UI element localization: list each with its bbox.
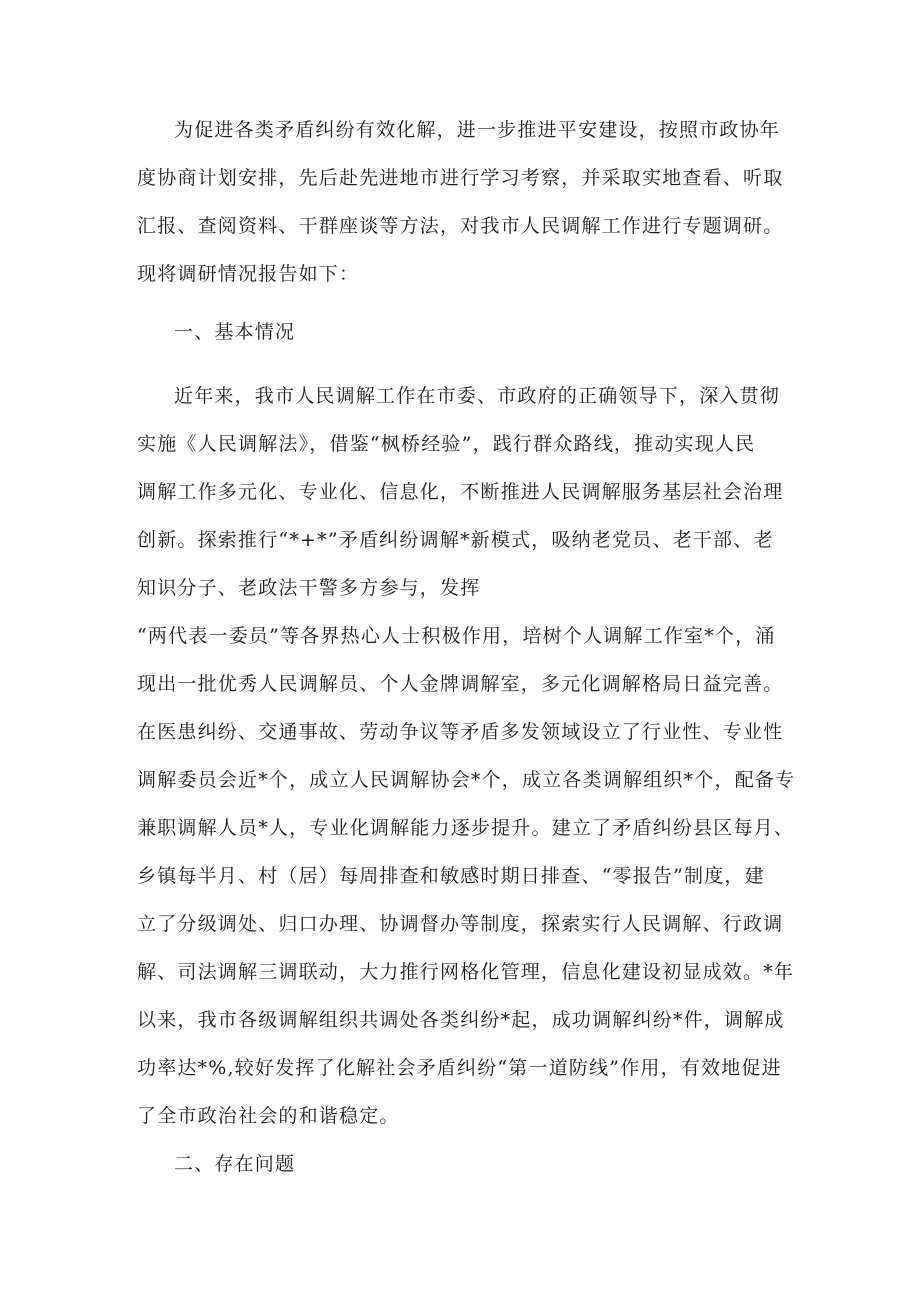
intro-line: 度协商计划安排，先后赴先进地市进行学习考察，并采取实地查看、听取 bbox=[137, 167, 784, 189]
body-line: 现出一批优秀人民调解员、个人金牌调解室，多元化调解格局日益完善。 bbox=[137, 673, 784, 695]
body-line: 创新。探索推行“*+*”矛盾纠纷调解*新模式，吸纳老党员、老干部、老 bbox=[137, 529, 774, 551]
body-line: 实施《人民调解法》，借鉴“枫桥经验”，践行群众路线，推动实现人民 bbox=[137, 433, 756, 455]
body-line: 以来，我市各级调解组织共调处各类纠纷*起，成功调解纠纷*件，调解成 bbox=[137, 1009, 785, 1031]
intro-line: 为促进各类矛盾纠纷有效化解，进一步推进平安建设，按照市政协年 bbox=[174, 119, 781, 141]
section-heading: 一、基本情况 bbox=[174, 321, 296, 343]
body-line: 调解工作多元化、专业化、信息化，不断推进人民调解服务基层社会治理 bbox=[137, 481, 784, 503]
body-line: 知识分子、老政法干警多方参与，发挥 bbox=[137, 577, 481, 599]
intro-line: 现将调研情况报告如下： bbox=[137, 263, 360, 285]
body-line: “两代表一委员”等各界热心人士积极作用，培树个人调解工作室*个，涌 bbox=[137, 625, 776, 647]
body-line: 功率达*%,较好发挥了化解社会矛盾纠纷“第一道防线”作用，有效地促进 bbox=[137, 1057, 782, 1079]
body-line: 调解委员会近*个，成立人民调解协会*个，成立各类调解组织*个，配备专 bbox=[137, 769, 796, 791]
section-heading: 二、存在问题 bbox=[174, 1153, 296, 1175]
intro-line: 汇报、查阅资料、干群座谈等方法，对我市人民调解工作进行专题调研。 bbox=[137, 215, 784, 237]
body-line: 在医患纠纷、交通事故、劳动争议等矛盾多发领域设立了行业性、专业性 bbox=[137, 721, 784, 743]
body-line: 兼职调解人员*人，专业化调解能力逐步提升。建立了矛盾纠纷县区每月、 bbox=[137, 817, 795, 839]
body-line: 了全市政治社会的和谐稳定。 bbox=[137, 1105, 400, 1127]
body-line: 乡镇每半月、村（居）每周排查和敏感时期日排查、“零报告”制度，建 bbox=[137, 865, 765, 887]
body-line: 近年来，我市人民调解工作在市委、市政府的正确领导下，深入贯彻 bbox=[174, 385, 781, 407]
body-line: 立了分级调处、归口办理、协调督办等制度，探索实行人民调解、行政调 bbox=[137, 913, 784, 935]
body-line: 解、司法调解三调联动，大力推行网格化管理，信息化建设初显成效。*年 bbox=[137, 961, 795, 983]
